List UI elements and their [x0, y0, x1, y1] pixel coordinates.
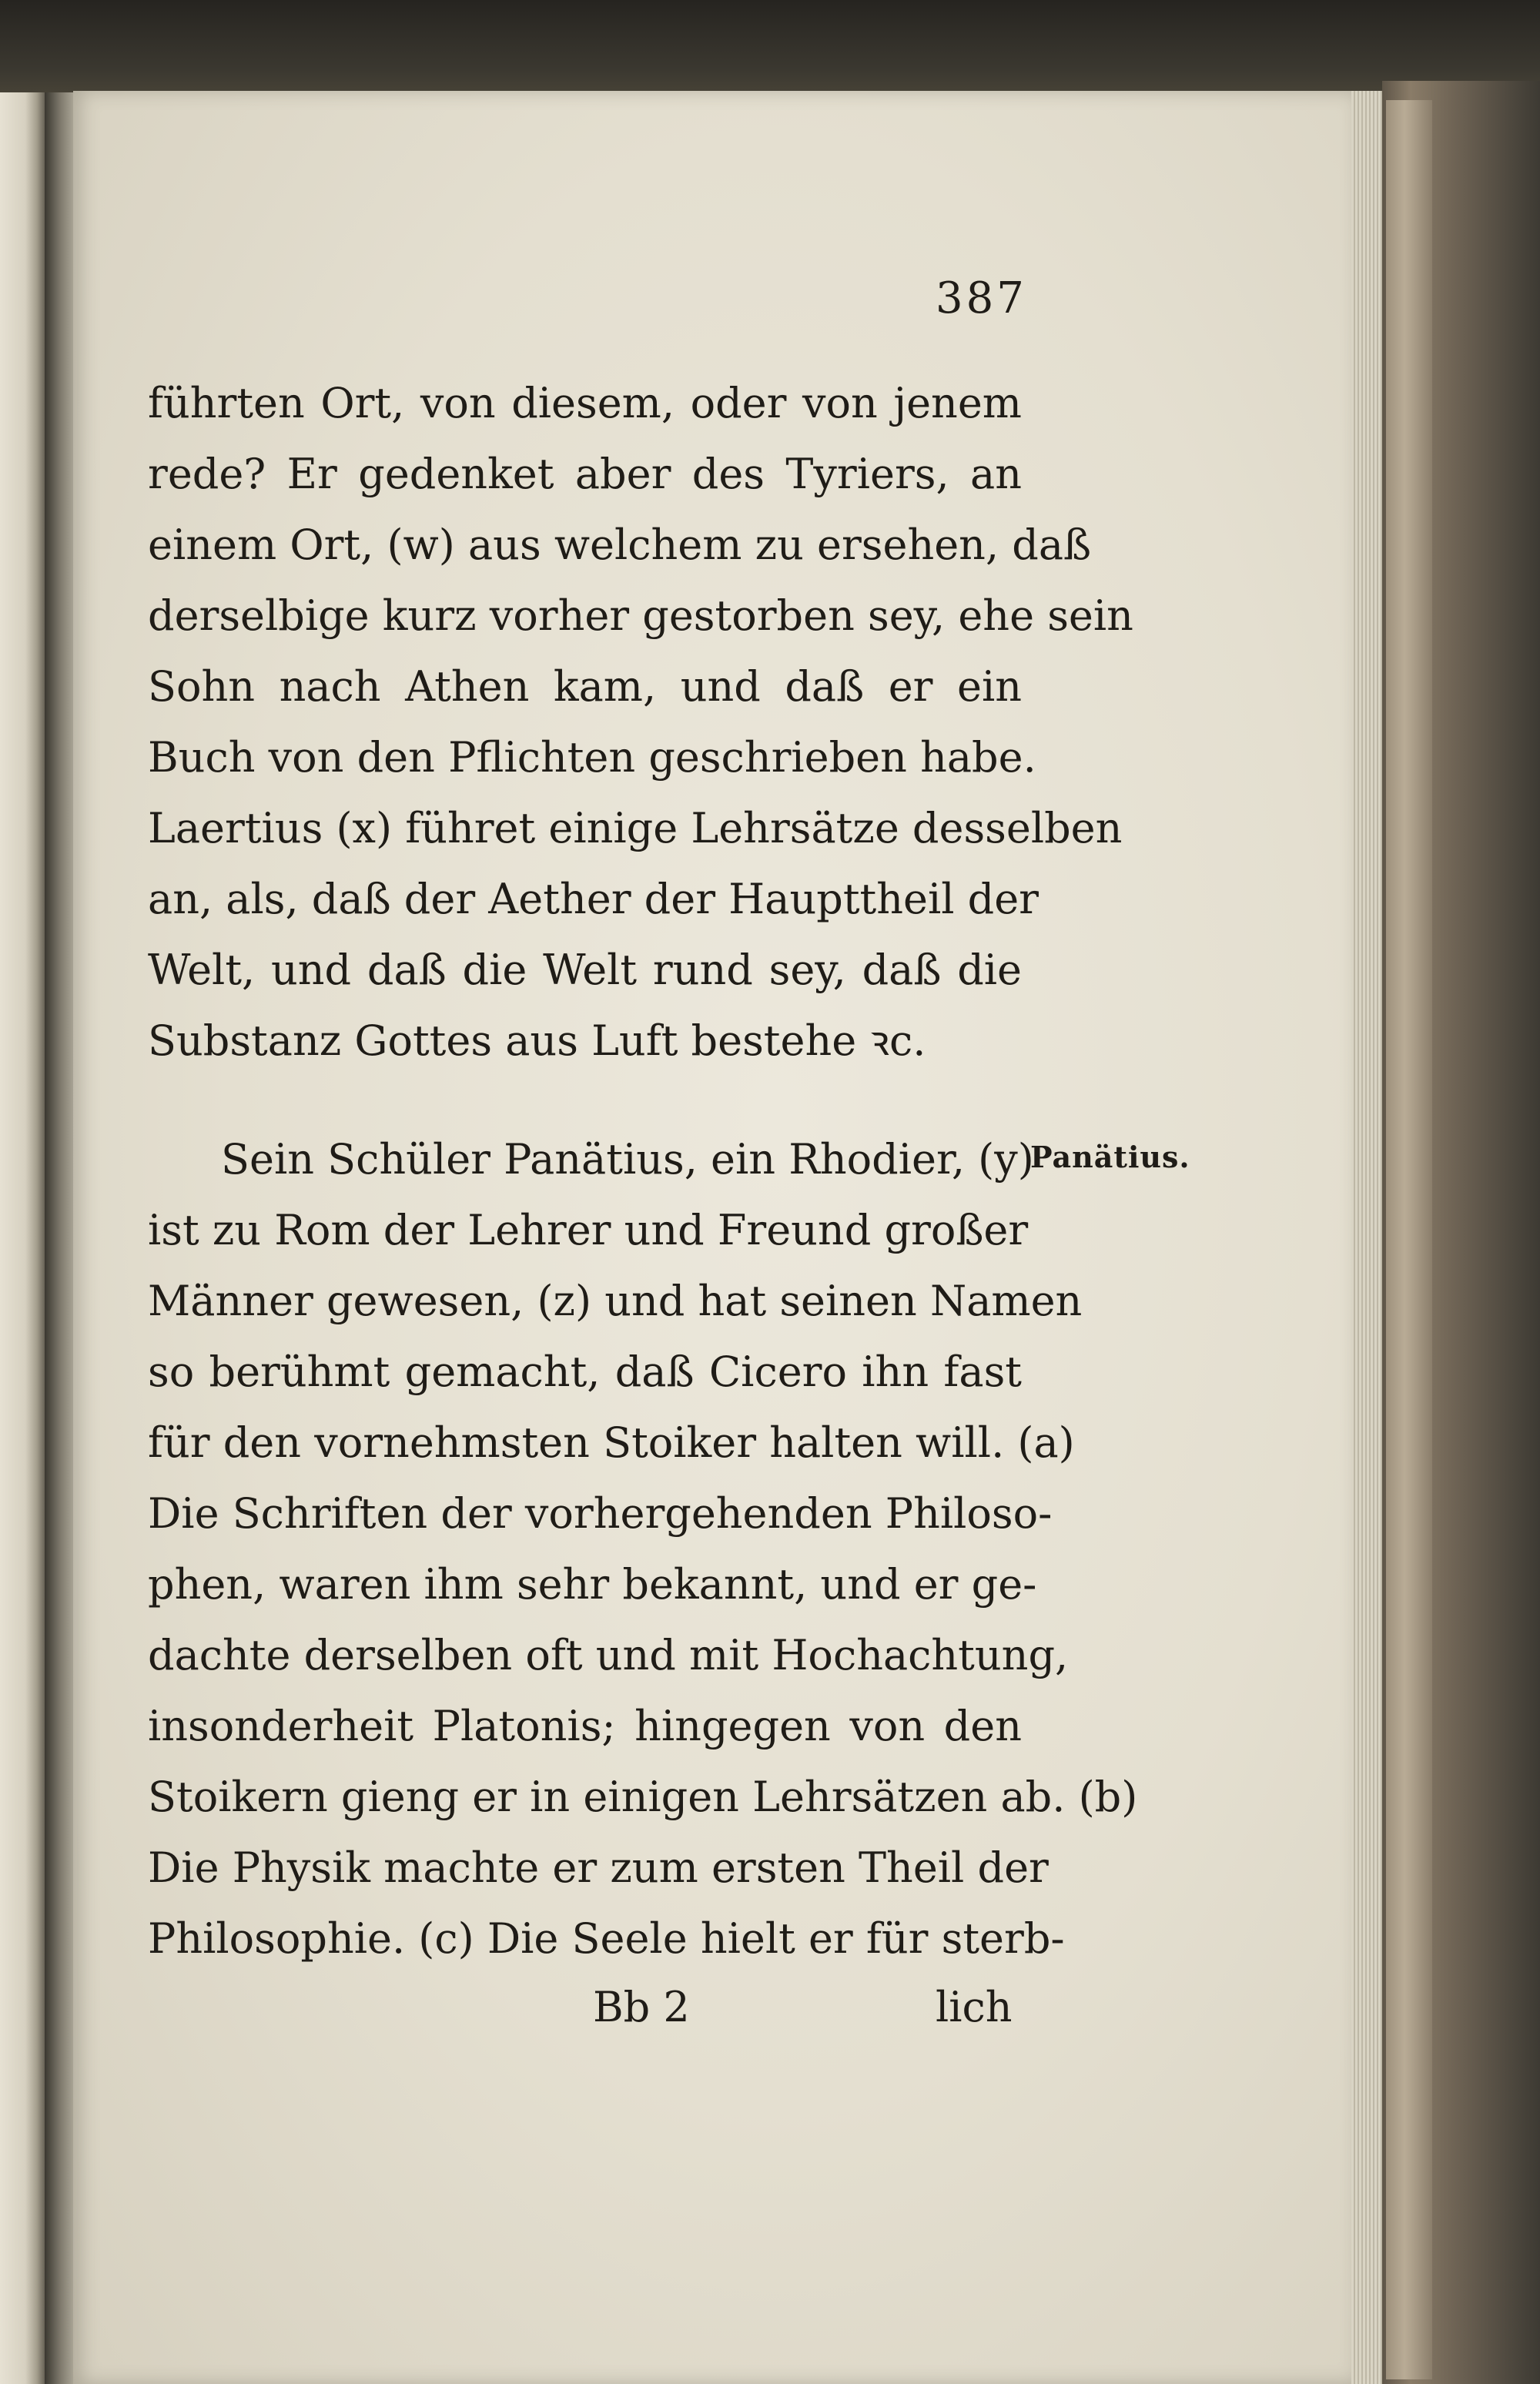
text-line: Sohn nach Athen kam, und daß er ein: [148, 662, 1022, 711]
page-stack-edge: [1351, 91, 1382, 2384]
text-line: Männer gewesen, (z) und hat seinen Namen: [148, 1277, 1083, 1325]
text-line: Die Schriften der vorhergehenden Philoso-: [148, 1489, 1053, 1538]
text-line: Buch von den Pflichten geschrieben habe.: [148, 733, 1036, 782]
text-line: rede? Er gedenket aber des Tyriers, an: [148, 450, 1022, 498]
text-line: Welt, und daß die Welt rund sey, daß die: [148, 946, 1022, 994]
cover-right-inner: [1386, 100, 1432, 2379]
cover-top: [0, 0, 1540, 100]
margin-note: Panätius.: [1030, 1140, 1190, 1174]
text-line: Substanz Gottes aus Luft bestehe ꝛc.: [148, 1016, 926, 1065]
text-line: insonderheit Platonis; hingegen von den: [148, 1702, 1022, 1750]
text-line: für den vornehmsten Stoiker halten will. (a): [148, 1418, 1075, 1467]
text-line: an, als, daß der Aether der Haupttheil der: [148, 875, 1039, 923]
text-line: derselbige kurz vorher gestorben sey, ehe sein: [148, 591, 1133, 640]
text-line: Philosophie. (c) Die Seele hielt er für sterb-: [148, 1914, 1065, 1963]
text-line: dachte derselben oft und mit Hochachtung,: [148, 1631, 1069, 1679]
text-line: Stoikern gieng er in einigen Lehrsätzen ab. (b): [148, 1773, 1138, 1821]
text-line: Die Physik machte er zum ersten Theil der: [148, 1843, 1049, 1892]
text-line: ist zu Rom der Lehrer und Freund großer: [148, 1206, 1029, 1254]
signature-mark: Bb 2: [593, 1983, 690, 2031]
catchword: lich: [936, 1983, 1013, 2031]
text-line: einem Ort, (w) aus welchem zu ersehen, daß: [148, 521, 1092, 569]
text-line: führten Ort, von diesem, oder von jenem: [148, 379, 1022, 427]
left-page-edge: [0, 92, 46, 2384]
text-line: Sein Schüler Panätius, ein Rhodier, (y): [221, 1135, 1034, 1184]
text-line: Laertius (x) führet einige Lehrsätze desselben: [148, 804, 1123, 852]
text-line: phen, waren ihm sehr bekannt, und er ge-: [148, 1560, 1037, 1609]
text-line: so berühmt gemacht, daß Cicero ihn fast: [148, 1348, 1022, 1396]
page-number: 387: [936, 273, 1027, 323]
